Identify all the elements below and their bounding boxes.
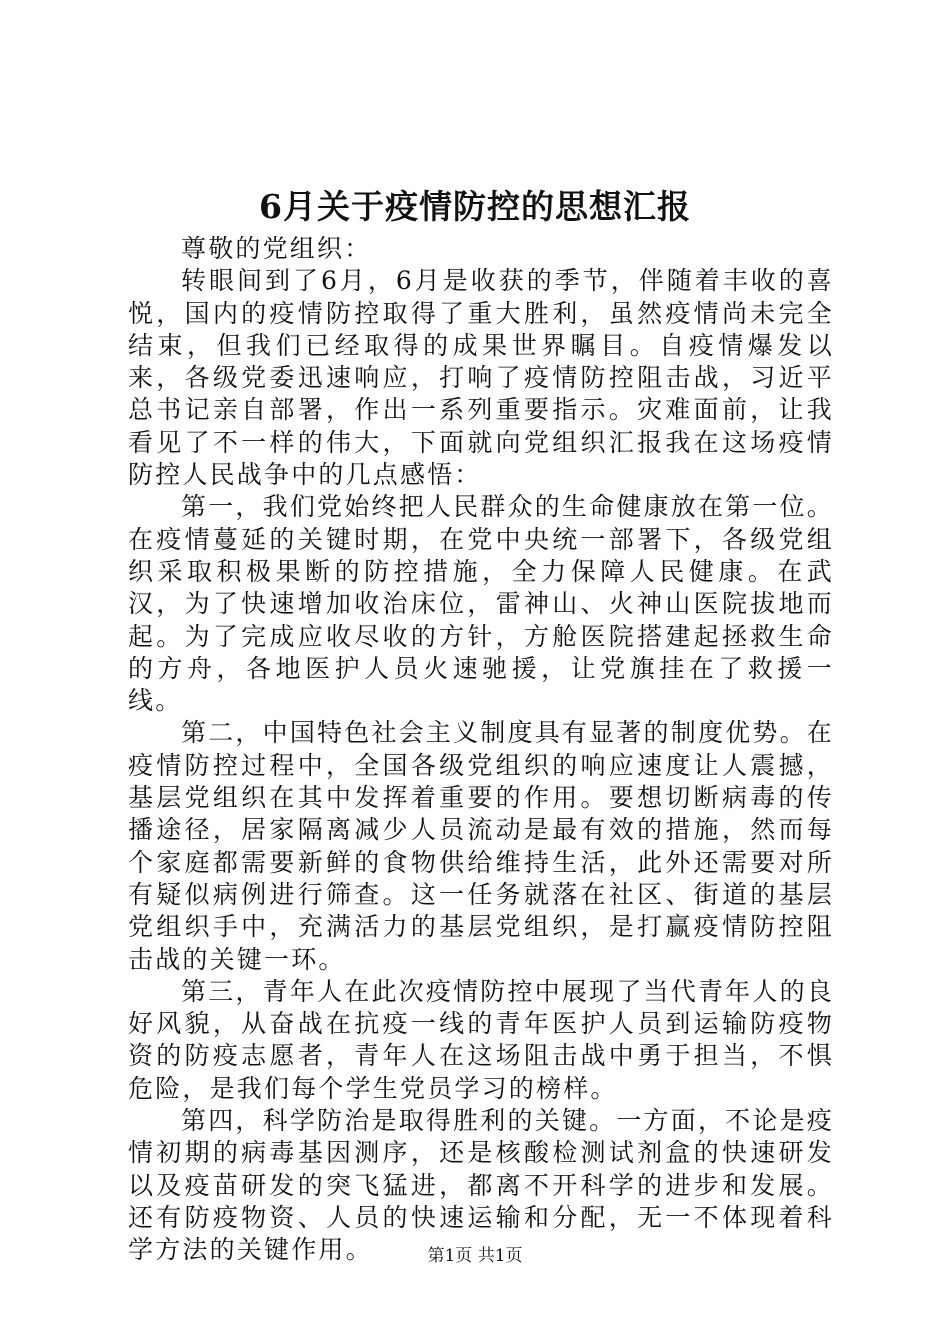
- paragraph-intro: 转眼间到了6月，6月是收获的季节，伴随着丰收的喜悦，国内的疫情防控取得了重大胜利，虽然疫情尚未完全结束，但我们已经取得的成果世界瞩目。自疫情爆发以来，各级党委迅速响应，打响了疫情防控阻击战，习近平总书记亲自部署，作出一系列重要指示。灾难面前，让我看见了不一样的伟大，下面就向党组织汇报我在这场疫情防控人民战争中的几点感悟：: [128, 266, 834, 490]
- paragraph-third-point: 第三，青年人在此次疫情防控中展现了当代青年人的良好风貌，从奋战在抗疫一线的青年医护人员到运输防疫物资的防疫志愿者，青年人在这场阻击战中勇于担当，不惧危险，是我们每个学生党员学习的榜样。: [128, 976, 834, 1103]
- salutation: 尊敬的党组织：: [181, 234, 372, 263]
- paragraph-second-point: 第二，中国特色社会主义制度具有显著的制度优势。在疫情防控过程中，全国各级党组织的响应速度让人震撼，基层党组织在其中发挥着重要的作用。要想切断病毒的传播途径，居家隔离减少人员流动是最有效的措施，然而每个家庭都需要新鲜的食物供给维持生活，此外还需要对所有疑似病例进行筛查。这一任务就落在社区、街道的基层党组织手中，充满活力的基层党组织，是打赢疫情防控阻击战的关键一环。: [128, 718, 834, 974]
- page-number-footer: 第1页 共1页: [427, 1246, 523, 1266]
- document-body: [128, 233, 834, 1267]
- paragraph-fourth-point: 第四，科学防治是取得胜利的关键。一方面，不论是疫情初期的病毒基因测序，还是核酸检测试剂盒的快速研发以及疫苗研发的突飞猛进，都离不开科学的进步和发展。还有防疫物资、人员的快速运输和分配，无一不体现着科学方法的关键作用。: [128, 1106, 834, 1265]
- paragraph-first-point: 第一，我们党始终把人民群众的生命健康放在第一位。在疫情蔓延的关键时期，在党中央统一部署下，各级党组织采取积极果断的防控措施，全力保障人民健康。在武汉，为了快速增加收治床位，雷神山、火神山医院拔地而起。为了完成应收尽收的方针，方舱医院搭建起拯救生命的方舟，各地医护人员火速驰援，让党旗挂在了救援一线。: [128, 492, 834, 716]
- document-title: 6月关于疫情防控的思想汇报: [259, 187, 691, 226]
